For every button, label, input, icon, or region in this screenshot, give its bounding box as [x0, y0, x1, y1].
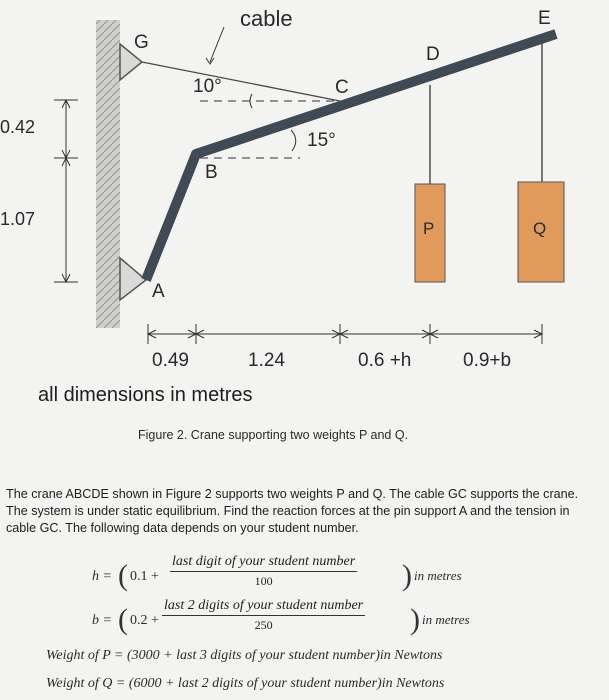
b-paren-close: ): [410, 603, 420, 636]
crane-boom: [146, 34, 556, 280]
label-angle-cable: 10°: [193, 76, 222, 97]
weight-q-line: Weight of Q = (6000 + last 2 digits of your student number)in Newtons: [46, 676, 445, 691]
h-numerator: last digit of your student number: [170, 554, 357, 572]
cable-pointer: [210, 27, 224, 62]
h-const: 0.1 +: [130, 569, 159, 584]
pin-support-a: [120, 258, 146, 300]
label-g: G: [134, 32, 149, 53]
dim-v-1: 1.07: [0, 209, 36, 229]
problem-statement: The crane ABCDE shown in Figure 2 supports two weights P and Q. The cable GC supports the crane. The system is under static equilibrium. Find the reaction forces at the pin support A and the tension in cable GC. The following data depends on your student number.: [6, 487, 579, 535]
wall: [96, 20, 120, 328]
label-c: C: [335, 77, 349, 98]
b-numerator: last 2 digits of your student number: [162, 598, 365, 616]
h-paren-open: (: [118, 559, 128, 592]
dim-v-0: 0.42: [0, 117, 36, 137]
label-cable: cable: [240, 6, 293, 31]
dim-h-2: 0.6 +h: [358, 350, 412, 371]
b-unit: in metres: [422, 612, 470, 627]
angle-arc-cable: [250, 94, 252, 108]
h-unit: in metres: [414, 568, 462, 583]
figure-caption: Figure 2. Crane supporting two weights P and Q.: [138, 428, 409, 442]
label-a: A: [152, 281, 165, 302]
label-e: E: [538, 8, 551, 29]
dim-h-0: 0.49: [152, 350, 189, 371]
dim-h-3: 0.9+b: [463, 350, 512, 371]
label-q: Q: [533, 219, 547, 238]
cable-gc: [142, 62, 340, 101]
label-angle-boom: 15°: [307, 130, 336, 151]
b-denominator: 250: [254, 618, 273, 632]
angle-arc-boom: [291, 130, 296, 151]
vertical-dimension: [54, 100, 78, 282]
h-lhs: h =: [92, 569, 112, 584]
label-b: B: [205, 162, 218, 183]
b-const: 0.2 +: [130, 613, 159, 628]
h-denominator: 100: [254, 574, 273, 588]
dimensions-note: all dimensions in metres: [38, 384, 253, 406]
b-lhs: b =: [92, 613, 112, 628]
horizontal-dimension: [148, 324, 542, 344]
b-fraction: [162, 598, 365, 633]
h-fraction: [170, 554, 357, 589]
label-p: P: [423, 219, 435, 238]
h-paren-close: ): [402, 559, 412, 592]
dim-h-1: 1.24: [248, 350, 285, 371]
b-paren-open: (: [118, 603, 128, 636]
weight-p-line: Weight of P = (3000 + last 3 digits of your student number)in Newtons: [46, 648, 443, 663]
label-d: D: [426, 44, 440, 65]
